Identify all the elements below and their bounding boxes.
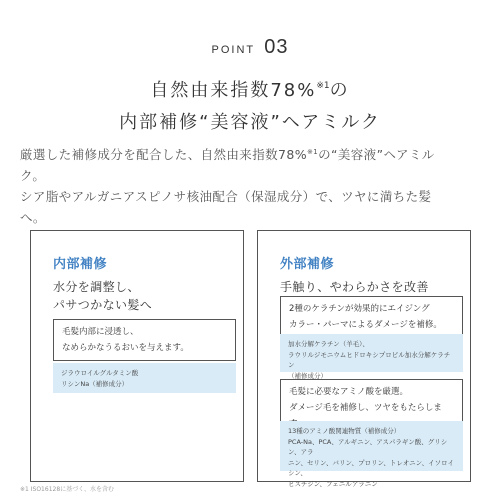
external-ingredient1-line1: 加水分解ケラチン（羊毛）、 bbox=[288, 340, 369, 348]
internal-ingredient-card bbox=[53, 363, 236, 393]
headline-line1-tail: の bbox=[329, 80, 350, 101]
internal-repair-box bbox=[30, 230, 244, 482]
internal-ingredient-line2: リシンNa（補修成分） bbox=[61, 379, 129, 388]
external-card1-line1: 2種のケラチンが効果的にエイジング bbox=[289, 304, 430, 314]
external-card1-line2: カラー・パーマによるダメージを補修。 bbox=[289, 320, 442, 330]
headline-footnote-mark: ※1 bbox=[316, 81, 330, 91]
external-ingredient-card-2 bbox=[280, 421, 463, 488]
internal-ingredient-line1: ジラウロイルグルタミン酸 bbox=[61, 369, 139, 377]
external-ingredient1-line3: （補修成分） bbox=[288, 371, 327, 380]
external-ingredient1-line2: ラウリルジモニウムヒドロキシプロピル加水分解ケラチン bbox=[288, 350, 451, 369]
external-ingredient2-line4: ヒスチジン、フェニルアラニン bbox=[288, 479, 378, 488]
headline-line2: 内部補修“美容液”ヘアミルク bbox=[119, 112, 381, 133]
internal-card-line1: 毛髪内部に浸透し、 bbox=[62, 327, 139, 337]
description-line1-pre: 厳選した補修成分を配合した、自然由来指数78% bbox=[20, 147, 307, 162]
external-ingredient2-line2: PCA-Na、PCA、アルギニン、アスパラギン酸、グリシン、アラ bbox=[288, 437, 448, 456]
internal-repair-subtitle bbox=[53, 278, 152, 314]
description bbox=[20, 142, 490, 228]
external-repair-title: 外部補修 bbox=[280, 257, 335, 272]
point-number: 03 bbox=[264, 36, 289, 58]
description-line2: ク。 bbox=[20, 168, 46, 183]
footnote: ※1 ISO16128に基づく、水を含む bbox=[20, 486, 115, 493]
external-ingredient-card-1 bbox=[280, 334, 463, 380]
description-footnote-mark: ※1 bbox=[306, 148, 319, 156]
headline-line1 bbox=[0, 76, 500, 102]
external-ingredient2-line3: ニン、セリン、バリン、プロリン、トレオニン、イソロイシン、 bbox=[288, 458, 454, 477]
description-line4: へ。 bbox=[20, 210, 46, 225]
external-card2-line1: 毛髪に必要なアミノ酸を厳選。 bbox=[289, 387, 409, 397]
internal-repair-card bbox=[53, 319, 236, 361]
external-ingredient2-line1: 13種のアミノ酸関連物質（補修成分） bbox=[288, 427, 401, 435]
internal-repair-title: 内部補修 bbox=[53, 257, 108, 272]
point-heading bbox=[0, 36, 500, 59]
point-label: POINT bbox=[211, 44, 256, 56]
headline-line1-main: 自然由来指数78% bbox=[150, 80, 317, 101]
internal-subtitle-line1: 水分を調整し、 bbox=[53, 280, 140, 294]
description-line1-post: の“美容液”ヘアミル bbox=[318, 147, 435, 162]
internal-card-line2: なめらかなうるおいを与えます。 bbox=[62, 343, 189, 353]
external-repair-subtitle: 手触り、やわらかさを改善 bbox=[280, 280, 429, 294]
external-repair-card-1 bbox=[280, 296, 463, 338]
external-repair-box bbox=[257, 230, 471, 488]
description-line1 bbox=[20, 142, 490, 165]
description-line3: シア脂やアルガニアスピノサ核油配合（保湿成分）で、ツヤに満ちた髪 bbox=[20, 189, 432, 204]
internal-subtitle-line2: パサつかない髪へ bbox=[53, 298, 153, 312]
external-card2-line2: ダメージ毛を補修し、ツヤをもたらしま bbox=[289, 403, 442, 413]
